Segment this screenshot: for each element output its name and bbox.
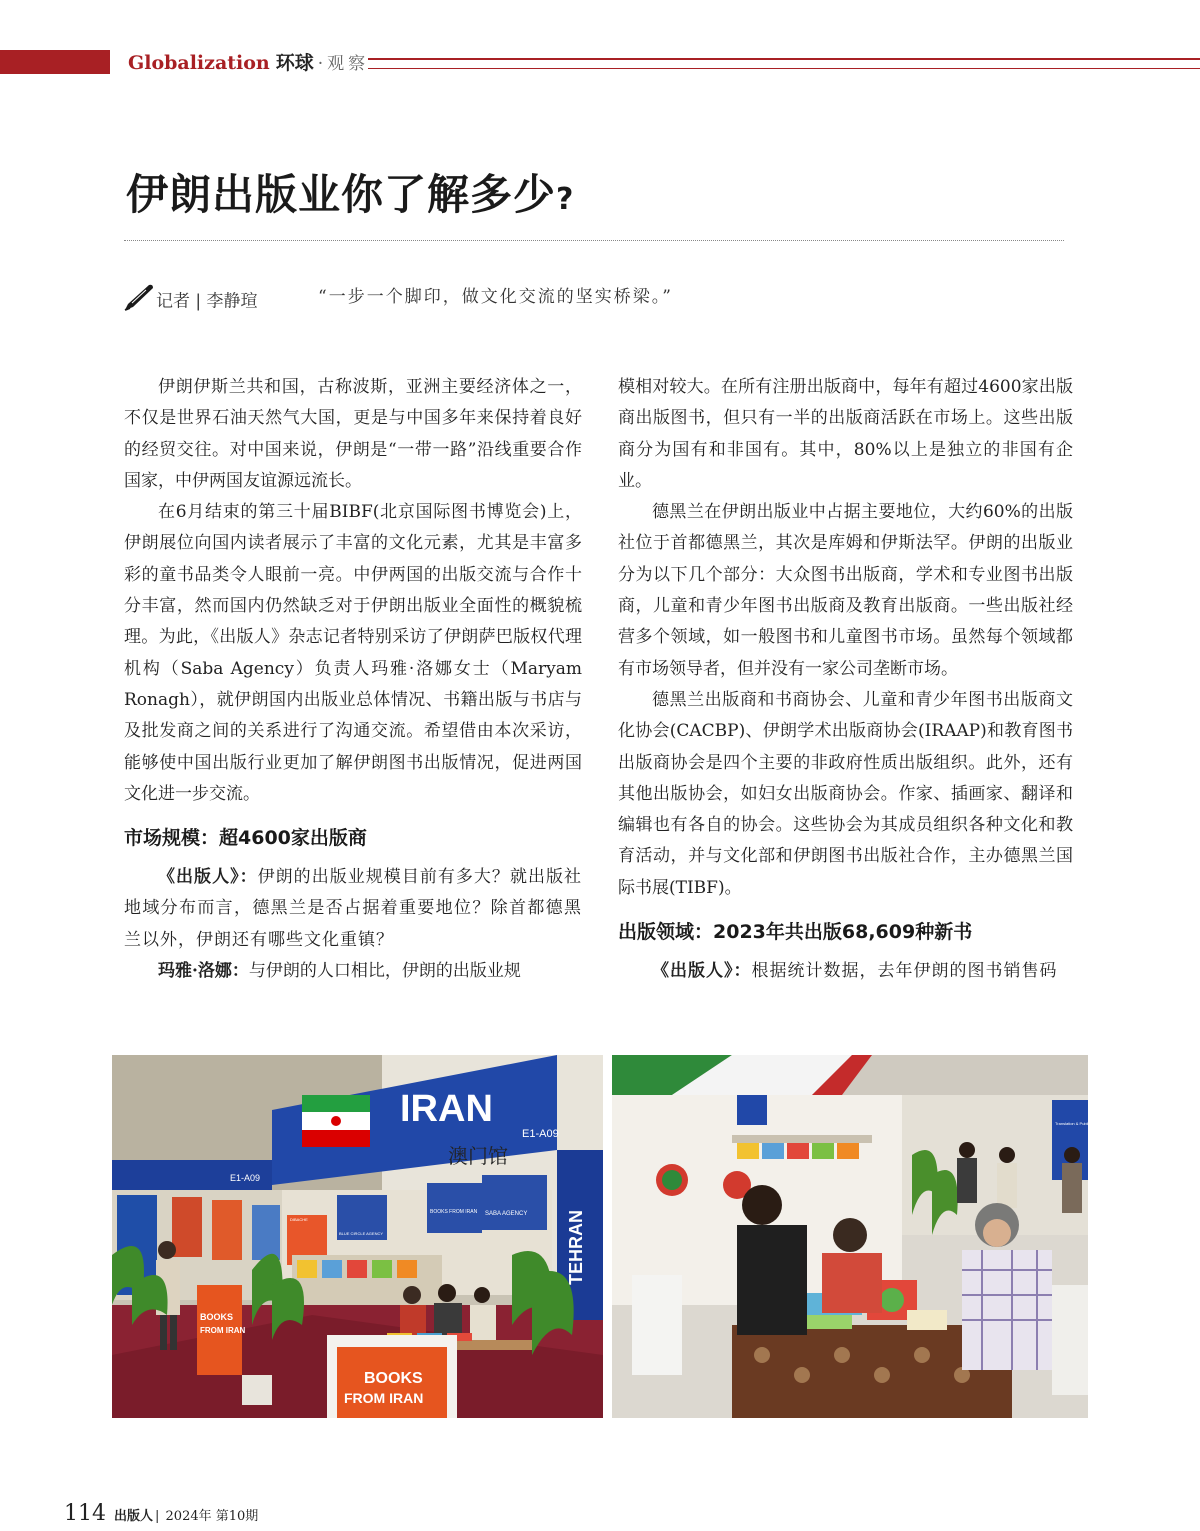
article-title [126,162,574,222]
photo-booth-meeting [612,1055,1100,1418]
answer-text: 与伊朗的人口相比，伊朗的出版业规 [248,961,521,982]
booth-code: E1-A09 [522,1128,559,1140]
section-header [128,49,369,77]
booth-sign-iran: IRAN [400,1088,493,1130]
byline-text: 记者 | 李静瑄 [156,291,258,312]
page-footer [64,1500,258,1528]
paragraph: 模相对较大。在所有注册出版商中，每年有超过4600家出版商出版图书，但只有一半的出版商活跃在市场上。这些出版商分为国有和非国有。其中，80%以上是独立的非国有企业。 [618,377,1073,491]
answer-label: 玛雅·洛娜： [158,961,249,982]
photo-iran-booth [112,1055,603,1418]
counter-from-iran: FROM IRAN [344,1390,424,1406]
pull-quote: “一步一个脚印，做文化交流的坚实桥梁。” [318,287,673,307]
panel-saba-agency: SABA AGENCY [485,1211,528,1217]
question-label: 《出版人》： [652,961,752,982]
question-paragraph [124,862,582,956]
question-label: 《出版人》： [158,867,258,888]
title-text: 伊朗出版业你了解多少 [126,170,557,219]
question-text: 伊朗的出版业规模目前有多大？就出版社地域分布而言，德黑兰是否占据着重要地位？除首都德黑兰以外，伊朗还有哪些文化重镇？ [124,867,583,950]
issue-separator: | [155,1509,164,1524]
question-text: 根据统计数据，去年伊朗的图书销售码 [751,961,1058,982]
paragraph: 在6月结束的第三十届BIBF(北京国际图书博览会)上，伊朗展位向国内读者展示了丰富的文化元素，尤其是丰富多彩的童书品类令人眼前一亮。中伊两国的出版交流与合作十分丰富，然而国内仍然缺乏对于伊朗出版业全面性的概貌梳理。为此，《出版人》杂志记者特别采访了伊朗萨巴版权代理机构（Saba Agency）负责人玛雅·洛娜女士（Maryam Ronagh），就伊朗国内出版业总体情况、书籍出版与书店与及批发商之间的关系进行了沟通交流。希望借由本次采访，能够使中国出版行业更加了解伊朗图书出版情况，促进两国文化进一步交流。 [124,502,582,804]
panel-dibache: DIBACHE [290,1217,308,1222]
section-cn: 环球 [275,52,314,74]
stand-books: BOOKS [200,1312,234,1322]
paragraph: 德黑兰在伊朗出版业中占据主要地位，大约60%的出版社位于首都德黑兰，其次是库姆和伊斯法罕。伊朗的出版业分为以下几个部分：大众图书出版商，学术和专业图书出版商，儿童和青少年图书出版商及教育出版商。一些出版社经营多个领域，如一般图书和儿童图书市场。虽然每个领域都有市场领导者，但并没有一家公司垄断市场。 [618,502,1073,679]
hall-sign: 澳门馆 [448,1144,508,1168]
section-sub: ·观察 [317,54,370,74]
section-heading: 出版领域：2023年共出版68,609种新书 [618,921,973,944]
paragraph: 德黑兰出版商和书商协会、儿童和青少年图书出版商文化协会(CACBP)、伊朗学术出版商协会(IRAAP)和教育图书出版商协会是四个主要的非政府性质出版组织。此外，还有其他出版协会，如妇女出版商协会。作家、插画家、翻译和编辑也有各自的协会。这些协会为其成员组织各种文化和教育活动，并与文化部和伊朗图书出版社合作，主办德黑兰国际书展(TIBF)。 [618,689,1073,898]
small-booth-code: E1-A09 [230,1173,261,1183]
header-accent-bar [0,50,110,74]
stand-from-iran: FROM IRAN [200,1326,246,1335]
answer-paragraph [124,956,582,987]
banner-translation: Translation & Publication [1055,1121,1100,1126]
publication-name: 出版人 [114,1509,154,1524]
question-paragraph [618,956,1073,987]
section-en: Globalization [128,52,270,74]
panel-blue-circle: BLUE CIRCLE AGENCY [339,1231,384,1236]
pen-icon [122,282,156,322]
header-rule [368,58,1200,69]
title-divider [124,240,1064,241]
issue-number: 2024年 第10期 [165,1509,259,1524]
section-heading: 市场规模：超4600家出版商 [124,827,367,850]
column-left [124,372,582,987]
byline [122,282,258,312]
paragraph: 伊朗伊斯兰共和国，古称波斯，亚洲主要经济体之一，不仅是世界石油天然气大国，更是与中国多年来保持着良好的经贸交往。对中国来说，伊朗是“一带一路”沿线重要合作国家，中伊两国友谊源远流长。 [124,377,582,491]
counter-books: BOOKS [364,1370,423,1387]
panel-books-from-iran: BOOKS FROM IRAN [430,1209,478,1215]
column-right [618,372,1073,987]
tehran-sign: TEHRAN [566,1210,586,1285]
title-mark: ? [556,182,575,217]
page-number: 114 [64,1501,106,1526]
